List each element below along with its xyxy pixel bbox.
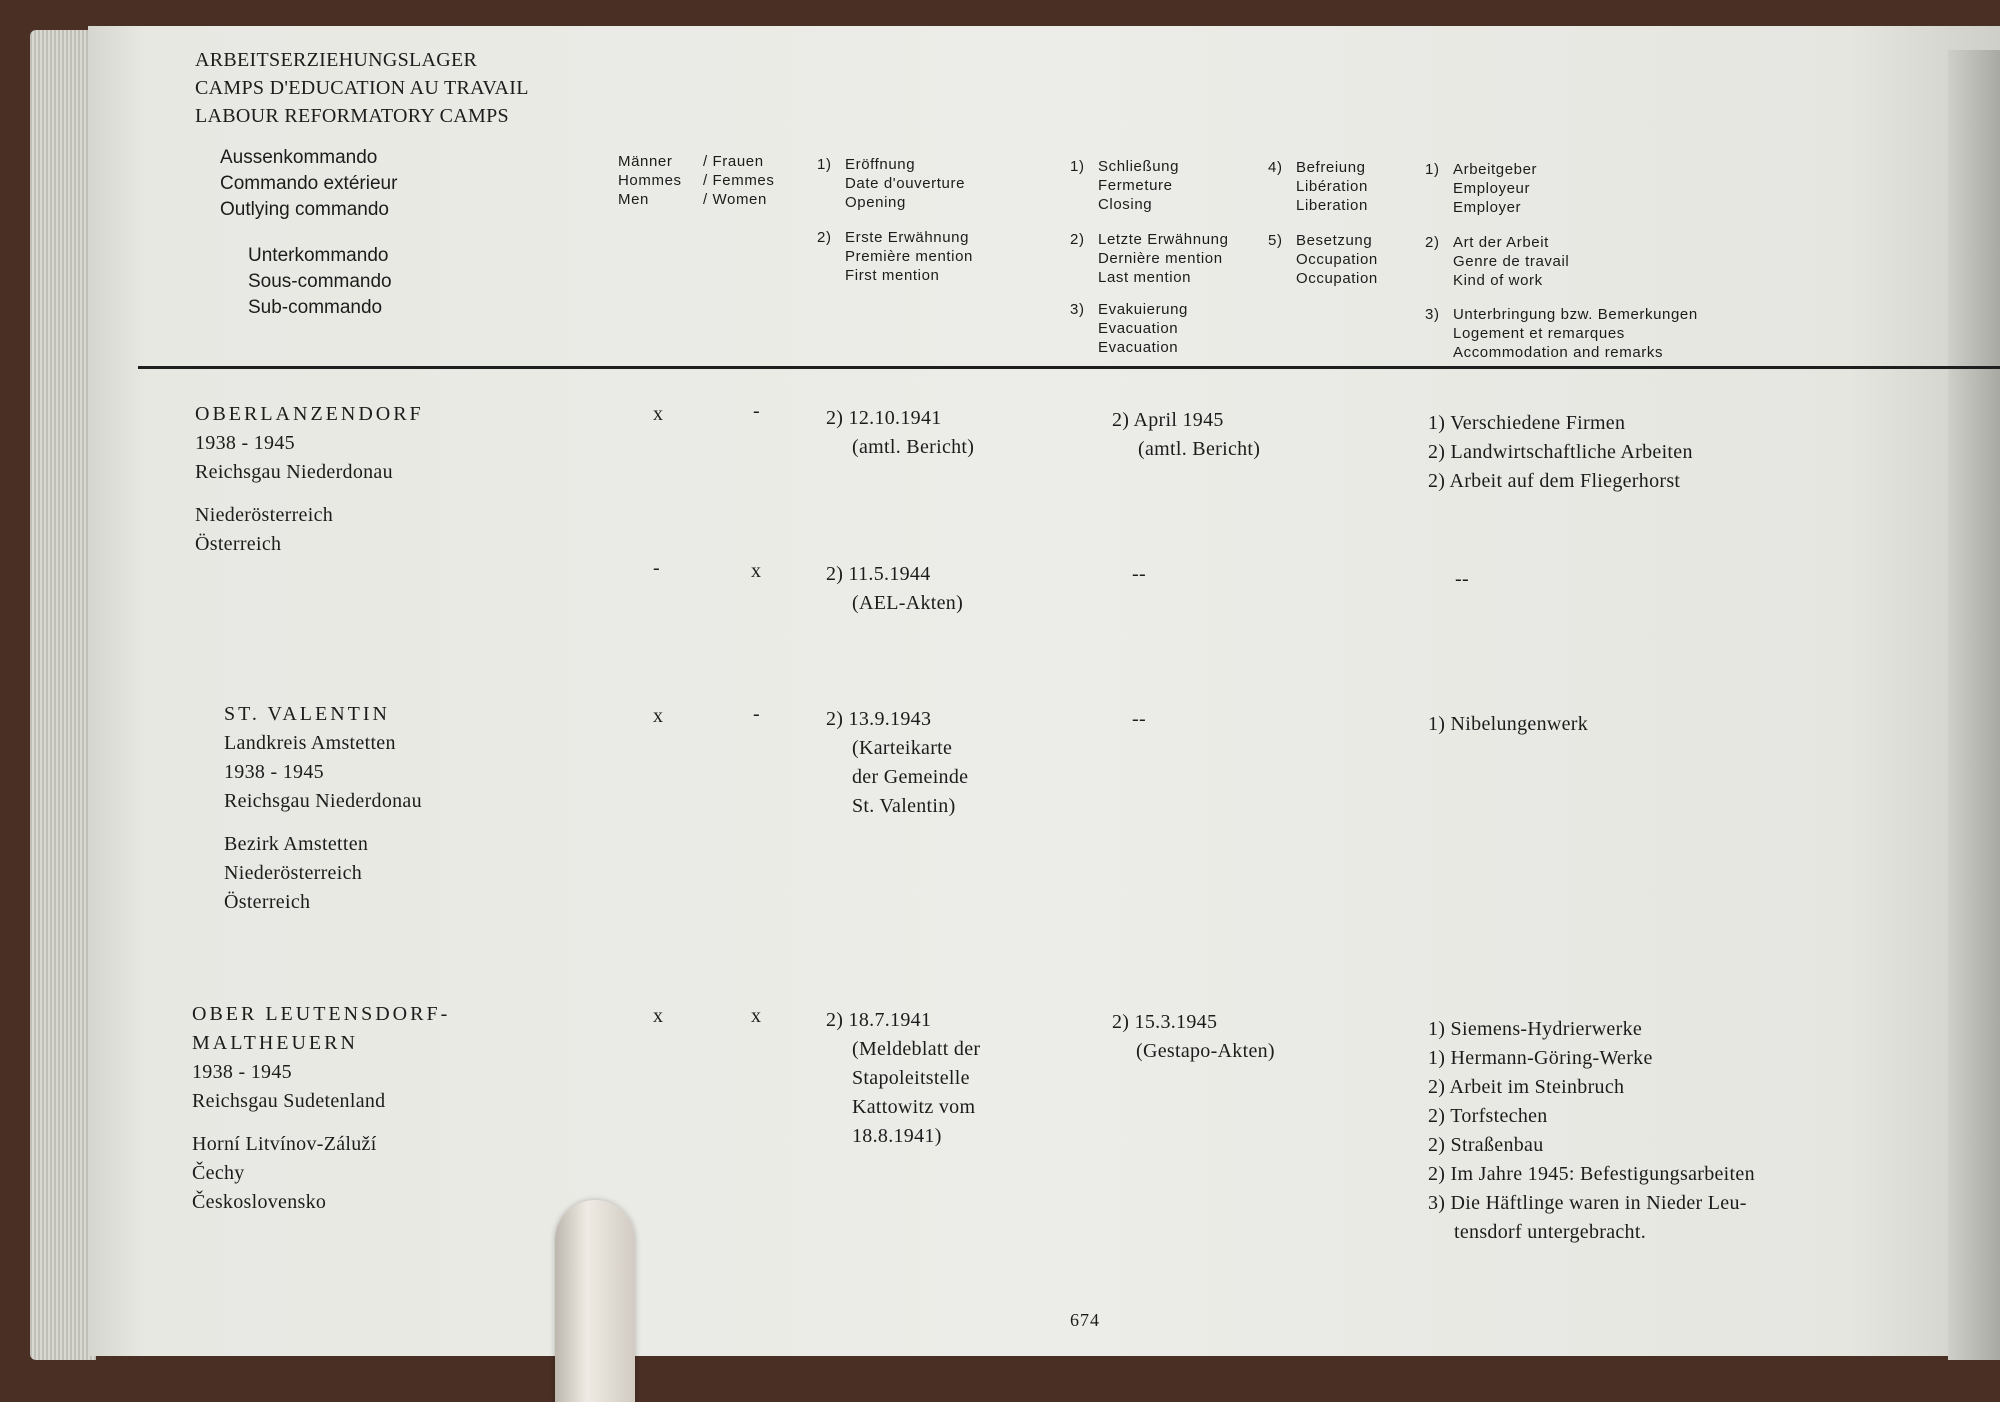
header-title-fr: CAMPS D'EDUCATION AU TRAVAIL — [195, 77, 529, 99]
opening-fr: Date d'ouverture — [845, 175, 966, 192]
entry-ober-leutensdorf-closing — [1112, 1008, 1275, 1066]
first-mention-en: First mention — [845, 267, 940, 284]
unter-de: Unterkommando — [248, 245, 389, 266]
opening-en: Opening — [845, 194, 906, 211]
evacuation-en: Evacuation — [1098, 339, 1179, 356]
sub-commando-labels — [248, 243, 392, 321]
entry-oberlanzendorf-work — [1428, 409, 1693, 496]
kind-of-work-num: 2) — [1425, 234, 1440, 251]
camp-region: Reichsgau Niederdonau — [195, 461, 393, 483]
work-line: 1) Verschiedene Firmen — [1428, 412, 1626, 434]
bookmark-ribbon — [555, 1200, 635, 1402]
entry-ober-leutensdorf-work — [1428, 1015, 1755, 1247]
work-none: -- — [1455, 568, 1469, 590]
opening-date: 2) 12.10.1941 — [826, 407, 942, 429]
camp-place-state: Niederösterreich — [195, 504, 334, 526]
camp-region: Reichsgau Niederdonau — [224, 790, 422, 812]
men-mark: x — [653, 403, 663, 425]
evacuation-num: 3) — [1070, 301, 1085, 318]
work-line: 3) Die Häftlinge waren in Nieder Leu- — [1428, 1192, 1747, 1214]
closing-none: -- — [1132, 563, 1146, 585]
entry-st-valentin-location — [224, 700, 422, 917]
camp-years: 1938 - 1945 — [195, 432, 295, 454]
column-header-men — [618, 152, 682, 209]
liberation-num: 4) — [1268, 159, 1283, 176]
women-mark: x — [751, 1005, 761, 1027]
work-line: 1) Siemens-Hydrierwerke — [1428, 1018, 1643, 1040]
opening-source: 18.8.1941) — [852, 1125, 942, 1147]
first-mention-fr: Première mention — [845, 248, 973, 265]
kind-of-work-de: Art der Arbeit — [1453, 234, 1549, 251]
women-mark: x — [751, 560, 761, 582]
work-line: 2) Arbeit auf dem Fliegerhorst — [1428, 470, 1681, 492]
work-line: 1) Hermann-Göring-Werke — [1428, 1047, 1653, 1069]
unter-en: Sub-commando — [248, 297, 383, 318]
first-mention-de: Erste Erwähnung — [845, 229, 970, 246]
camp-place-district: Bezirk Amstetten — [224, 833, 369, 855]
entry-oberlanzendorf-location — [195, 400, 424, 559]
work-line: tensdorf untergebracht. — [1454, 1221, 1647, 1243]
opening-source: (amtl. Bericht) — [852, 436, 975, 458]
closing-none: -- — [1132, 708, 1146, 730]
women-de: / Frauen — [703, 153, 764, 170]
closing-en: Closing — [1098, 196, 1153, 213]
entry-st-valentin-opening — [826, 705, 968, 821]
work-line: 1) Nibelungenwerk — [1428, 713, 1589, 735]
work-line: 2) Torfstechen — [1428, 1105, 1548, 1127]
entry-ober-leutensdorf-opening — [826, 1006, 980, 1151]
camp-years: 1938 - 1945 — [224, 761, 324, 783]
accommodation-fr: Logement et remarques — [1453, 325, 1625, 342]
entry-women-opening — [826, 560, 963, 618]
opening-source: (AEL-Akten) — [852, 592, 964, 614]
evacuation-de: Evakuierung — [1098, 301, 1188, 318]
work-line: 2) Im Jahre 1945: Befestigungsarbeiten — [1428, 1163, 1755, 1185]
employer-num: 1) — [1425, 161, 1440, 178]
women-fr: / Femmes — [703, 172, 775, 189]
camp-name-cont: MALTHEUERN — [192, 1032, 358, 1054]
opening-date: 2) 13.9.1943 — [826, 708, 932, 730]
men-mark: x — [653, 705, 663, 727]
accommodation-de: Unterbringung bzw. Bemerkungen — [1453, 306, 1698, 323]
entry-oberlanzendorf-opening — [826, 404, 974, 462]
header-divider-rule — [138, 366, 2000, 369]
occupation-num: 5) — [1268, 232, 1283, 249]
opening-source: (Meldeblatt der — [852, 1038, 981, 1060]
occupation-de: Besetzung — [1296, 232, 1373, 249]
kind-of-work-en: Kind of work — [1453, 272, 1543, 289]
opening-date: 2) 18.7.1941 — [826, 1009, 932, 1031]
aussen-en: Outlying commando — [220, 199, 389, 220]
men-en: Men — [618, 191, 649, 208]
camp-district: Landkreis Amstetten — [224, 732, 396, 754]
employer-en: Employer — [1453, 199, 1522, 216]
employer-de: Arbeitgeber — [1453, 161, 1538, 178]
women-mark: - — [753, 400, 760, 422]
women-en: / Women — [703, 191, 767, 208]
closing-de: Schließung — [1098, 158, 1180, 175]
last-mention-fr: Dernière mention — [1098, 250, 1223, 267]
closing-fr: Fermeture — [1098, 177, 1173, 194]
camp-name: OBERLANZENDORF — [195, 403, 424, 425]
closing-date: 2) 15.3.1945 — [1112, 1011, 1218, 1033]
closing-num-1: 1) — [1070, 158, 1085, 175]
men-fr: Hommes — [618, 172, 682, 189]
evacuation-fr: Evacuation — [1098, 320, 1179, 337]
men-mark: - — [653, 557, 660, 579]
women-mark: - — [753, 703, 760, 725]
liberation-de: Befreiung — [1296, 159, 1366, 176]
men-de: Männer — [618, 153, 673, 170]
work-line: 2) Straßenbau — [1428, 1134, 1544, 1156]
liberation-en: Liberation — [1296, 197, 1368, 214]
camp-years: 1938 - 1945 — [192, 1061, 292, 1083]
opening-source: der Gemeinde — [852, 766, 969, 788]
book-page-edges — [30, 30, 96, 1360]
camp-place-town: Horní Litvínov-Záluží — [192, 1133, 377, 1155]
opening-de: Eröffnung — [845, 156, 916, 173]
closing-source: (amtl. Bericht) — [1138, 438, 1261, 460]
work-line: 2) Landwirtschaftliche Arbeiten — [1428, 441, 1693, 463]
kind-of-work-fr: Genre de travail — [1453, 253, 1570, 270]
aussen-fr: Commando extérieur — [220, 173, 398, 194]
opening-source: St. Valentin) — [852, 795, 956, 817]
occupation-en: Occupation — [1296, 270, 1378, 287]
closing-date: 2) April 1945 — [1112, 409, 1224, 431]
camp-place-country: Österreich — [224, 891, 311, 913]
header-title-de: ARBEITSERZIEHUNGSLAGER — [195, 49, 478, 71]
occupation-fr: Occupation — [1296, 251, 1378, 268]
closing-source: (Gestapo-Akten) — [1136, 1040, 1275, 1062]
opening-num-1: 1) — [817, 156, 832, 173]
aussen-de: Aussenkommando — [220, 147, 378, 168]
men-mark: x — [653, 1005, 663, 1027]
column-header-women — [703, 152, 774, 209]
opening-source: Kattowitz vom — [852, 1096, 976, 1118]
opening-source: (Karteikarte — [852, 737, 953, 759]
camp-region: Reichsgau Sudetenland — [192, 1090, 386, 1112]
opening-date: 2) 11.5.1944 — [826, 563, 931, 585]
header-title-en: LABOUR REFORMATORY CAMPS — [195, 105, 509, 127]
opening-source: Stapoleitstelle — [852, 1067, 970, 1089]
entry-ober-leutensdorf-location — [192, 1000, 450, 1217]
unter-fr: Sous-commando — [248, 271, 392, 292]
facing-page-edge — [1948, 50, 2000, 1360]
camp-place-region: Čechy — [192, 1162, 245, 1184]
camp-name: ST. VALENTIN — [224, 703, 390, 725]
liberation-fr: Libération — [1296, 178, 1368, 195]
accommodation-num: 3) — [1425, 306, 1440, 323]
entry-oberlanzendorf-closing — [1112, 406, 1260, 464]
camp-place-state: Niederösterreich — [224, 862, 363, 884]
outlying-commando-labels — [220, 145, 397, 223]
page-header-titles — [195, 46, 529, 130]
camp-place-country: Československo — [192, 1191, 327, 1213]
camp-name: OBER LEUTENSDORF- — [192, 1003, 451, 1025]
accommodation-en: Accommodation and remarks — [1453, 344, 1664, 361]
last-mention-de: Letzte Erwähnung — [1098, 231, 1229, 248]
employer-fr: Employeur — [1453, 180, 1531, 197]
first-mention-num: 2) — [817, 229, 832, 246]
last-mention-en: Last mention — [1098, 269, 1192, 286]
page-number: 674 — [1070, 1310, 1100, 1330]
work-line: 2) Arbeit im Steinbruch — [1428, 1076, 1625, 1098]
camp-place-country: Österreich — [195, 533, 282, 555]
last-mention-num: 2) — [1070, 231, 1085, 248]
